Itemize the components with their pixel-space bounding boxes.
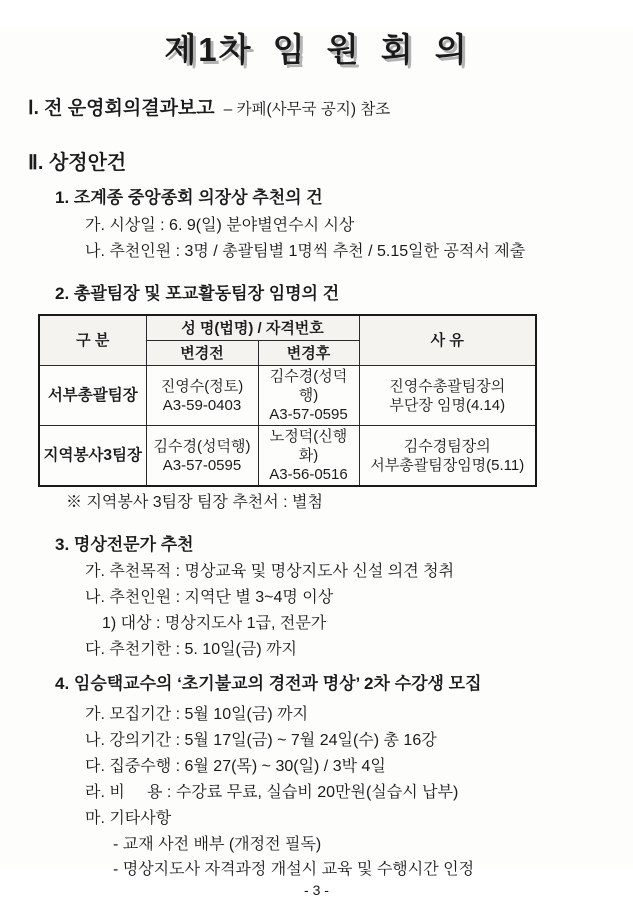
table-row bbox=[39, 426, 536, 487]
after-id: A3-57-0595 bbox=[269, 406, 348, 423]
agenda-4-line: 나. 강의기간 : 5월 17일(금) ~ 7월 24일(수) 총 16강 bbox=[85, 732, 437, 749]
section-2-heading: Ⅱ. 상정안건 bbox=[28, 152, 127, 174]
table-header-row-1 bbox=[39, 315, 536, 341]
after-name: 노정덕(신행화) bbox=[269, 428, 348, 464]
cell-reason bbox=[359, 366, 536, 426]
agenda-4-line: 라. 비 용 : 수강료 무료, 실습비 20만원(실습시 납부) bbox=[85, 784, 459, 801]
agenda-2-title: 2. 총괄팀장 및 포교활동팀장 임명의 건 bbox=[55, 284, 340, 303]
agenda-1-line: 나. 추천인원 : 3명 / 총괄팀별 1명씩 추천 / 5.15일한 공적서 제출 bbox=[85, 243, 526, 260]
col-header-reason: 사 유 bbox=[359, 315, 536, 366]
agenda-4-dash-line: - 교재 사전 배부 (개정전 필독) bbox=[113, 836, 322, 853]
before-name: 김수경(성덕행) bbox=[153, 437, 251, 455]
cell-reason bbox=[359, 426, 536, 487]
col-header-after: 변경후 bbox=[258, 341, 359, 366]
cell-category: 서부총괄팀장 bbox=[39, 366, 146, 426]
agenda-3-line: 다. 추천기한 : 5. 10일(금) 까지 bbox=[85, 641, 298, 658]
agenda-3-subline: 1) 대상 : 명상지도사 1급, 전문가 bbox=[102, 615, 327, 632]
agenda-4-lines bbox=[0, 702, 633, 882]
appointment-table bbox=[38, 314, 537, 487]
reason-line: 김수경팀장의 bbox=[403, 437, 491, 455]
col-header-before: 변경전 bbox=[146, 341, 258, 366]
after-id: A3-56-0516 bbox=[269, 466, 348, 483]
before-id: A3-57-0595 bbox=[162, 456, 242, 474]
agenda-3-line: 나. 추천인원 : 지역단 별 3~4명 이상 bbox=[85, 589, 334, 606]
agenda-3-title: 3. 명상전문가 추천 bbox=[55, 535, 194, 554]
cell-category: 지역봉사3팀장 bbox=[39, 426, 146, 487]
agenda-1-line: 가. 시상일 : 6. 9(일) 분야별연수시 시상 bbox=[85, 217, 355, 234]
col-header-name: 성 명(법명) / 자격번호 bbox=[146, 315, 359, 341]
agenda-1-lines bbox=[0, 213, 633, 265]
cell-before bbox=[146, 426, 258, 487]
after-name: 김수경(성덕행) bbox=[269, 368, 348, 404]
before-name: 진영수(정토) bbox=[160, 377, 244, 395]
agenda-4-title: 4. 임승택교수의 ‘초기불교의 경전과 명상’ 2차 수강생 모집 bbox=[55, 674, 482, 693]
agenda-4-line: 다. 집중수행 : 6월 27(목) ~ 30(일) / 3박 4일 bbox=[85, 758, 386, 775]
agenda-4-dash-line: - 명상지도사 자격과정 개설시 교육 및 수행시간 인정 bbox=[113, 861, 475, 878]
agenda-4-line: 마. 기타사항 bbox=[85, 810, 172, 827]
reason-line: 서부총괄팀장임명(5.11) bbox=[370, 456, 525, 474]
before-id: A3-59-0403 bbox=[162, 396, 242, 414]
agenda-3-lines bbox=[0, 559, 633, 663]
table-row bbox=[39, 366, 536, 426]
reason-line: 진영수총괄팀장의 bbox=[389, 377, 506, 395]
document-page bbox=[0, 28, 633, 898]
col-header-category: 구 분 bbox=[39, 315, 146, 366]
section-1-row bbox=[28, 96, 633, 123]
cell-after bbox=[258, 366, 359, 426]
agenda-4-line: 가. 모집기간 : 5월 10일(금) 까지 bbox=[85, 706, 309, 723]
page-number: - 3 - bbox=[304, 882, 329, 898]
reason-line: 부단장 임명(4.14) bbox=[389, 396, 506, 414]
section-1-note: – 카페(사무국 공지) 참조 bbox=[223, 101, 391, 118]
cell-after bbox=[258, 426, 359, 487]
agenda-1-title: 1. 조계종 중앙종회 의장상 추천의 건 bbox=[55, 188, 323, 207]
agenda-3-line: 가. 추천목적 : 명상교육 및 명상지도사 신설 의견 청취 bbox=[85, 563, 455, 580]
page-title: 제1차 임 원 회 의 bbox=[164, 31, 469, 68]
table-footnote: ※ 지역봉사 3팀장 팀장 추천서 : 별첨 bbox=[66, 494, 323, 511]
cell-before bbox=[146, 366, 258, 426]
section-1-heading: Ⅰ. 전 운영회의결과보고 bbox=[28, 98, 215, 119]
